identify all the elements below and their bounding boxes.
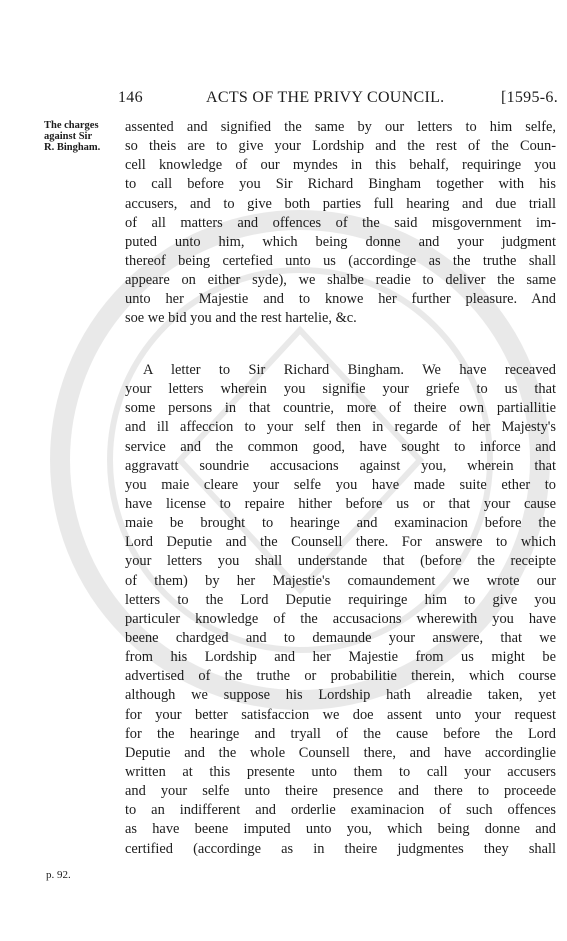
text-line: of all matters and offences of the said misgovernment im- <box>125 214 556 231</box>
margin-note-line: R. Bingham. <box>44 142 101 153</box>
margin-note-line: against Sir <box>44 131 93 142</box>
text-line: to an indifferent and orderlie examinacion of such offences <box>125 802 556 819</box>
margin-note <box>44 120 120 153</box>
text-line: puted unto him, which being donne and your judgment <box>125 233 556 250</box>
text-line: from his Lordship and her Majestie from us might be <box>125 649 556 666</box>
text-line: assented and signified the same by our letters to him selfe, <box>125 119 556 135</box>
text-line: advertised of the truthe or probabilitie therein, which course <box>125 668 556 685</box>
running-title: ACTS OF THE PRIVY COUNCIL. <box>206 89 445 106</box>
text-line: particuler knowledge of the accusacions wherewith you have <box>125 610 556 627</box>
text-line: appeare on either syde), we shalbe readie to deliver the same <box>125 272 556 289</box>
text-line: your letters you shall understande that (before the receipte <box>125 553 556 570</box>
text-line: soe we bid you and the rest hartelie, &c. <box>125 310 357 327</box>
text-line: thereof being certefied unto us (accordinge as the truthe shall <box>125 252 556 269</box>
text-line: maie be brought to hearinge and examinacion before the <box>125 515 556 532</box>
running-header <box>114 89 558 109</box>
text-line: and ill affeccion to your self then in regarde of her Majesty's <box>125 419 556 436</box>
text-line: Lord Deputie and the Counsell there. For answere to which <box>125 534 556 551</box>
text-line: so theis are to give your Lordship and the rest of the Coun- <box>125 138 556 155</box>
text-line: beene chardged and to demaunde your answere, that we <box>125 629 556 646</box>
margin-note-line: The charges <box>44 120 99 131</box>
text-line: have license to repaire hither before us or that your cause <box>125 495 556 512</box>
text-line: you maie cleare your selfe you have made suite ether to <box>125 476 556 493</box>
text-line: as have beene imputed unto you, which being donne and <box>125 821 556 838</box>
text-line: your letters wherein you signifie your griefe to us that <box>125 381 556 398</box>
text-line: cell knowledge of our myndes in this behalf, requiringe you <box>125 157 556 174</box>
text-line: certified (accordinge as in theire judgmentes they shall <box>125 840 556 857</box>
paragraph-2 <box>125 361 556 859</box>
year-range: [1595-6. <box>500 89 558 106</box>
text-line: for your better satisfaccion we doe assent unto your request <box>125 706 556 723</box>
text-line: accusers, and to give both parties full hearing and due triall <box>125 195 556 212</box>
text-line: aggravatt soundrie accusacions against you, wherein that <box>125 457 556 474</box>
text-line: service and the common good, have sought to inforce and <box>125 438 556 455</box>
page-number: 146 <box>118 89 143 106</box>
text-line: written at this presente unto them to call your accusers <box>125 763 556 780</box>
text-line: unto her Majestie and to knowe her further pleasure. And <box>125 291 556 308</box>
text-line: Deputie and the whole Counsell there, and have accordinglie <box>125 744 556 761</box>
text-line: for the hearinge and tryall of the cause before the Lord <box>125 725 556 742</box>
paragraph-1 <box>125 118 556 329</box>
text-line: of them) by her Majestie's comaundement we wrote our <box>125 572 556 589</box>
text-line: to call before you Sir Richard Bingham together with his <box>125 176 556 193</box>
text-line: letters to the Lord Deputie requiringe him to give you <box>125 591 556 608</box>
margin-page-reference: p. 92. <box>46 869 71 881</box>
text-line: some persons in that countrie, more of theire own partiallitie <box>125 400 556 417</box>
text-line: A letter to Sir Richard Bingham. We have receaved <box>143 362 556 378</box>
text-line: although we suppose his Lordship hath alreadie taken, yet <box>125 687 556 704</box>
text-line: and your selfe unto theire presence and there to proceede <box>125 783 556 800</box>
